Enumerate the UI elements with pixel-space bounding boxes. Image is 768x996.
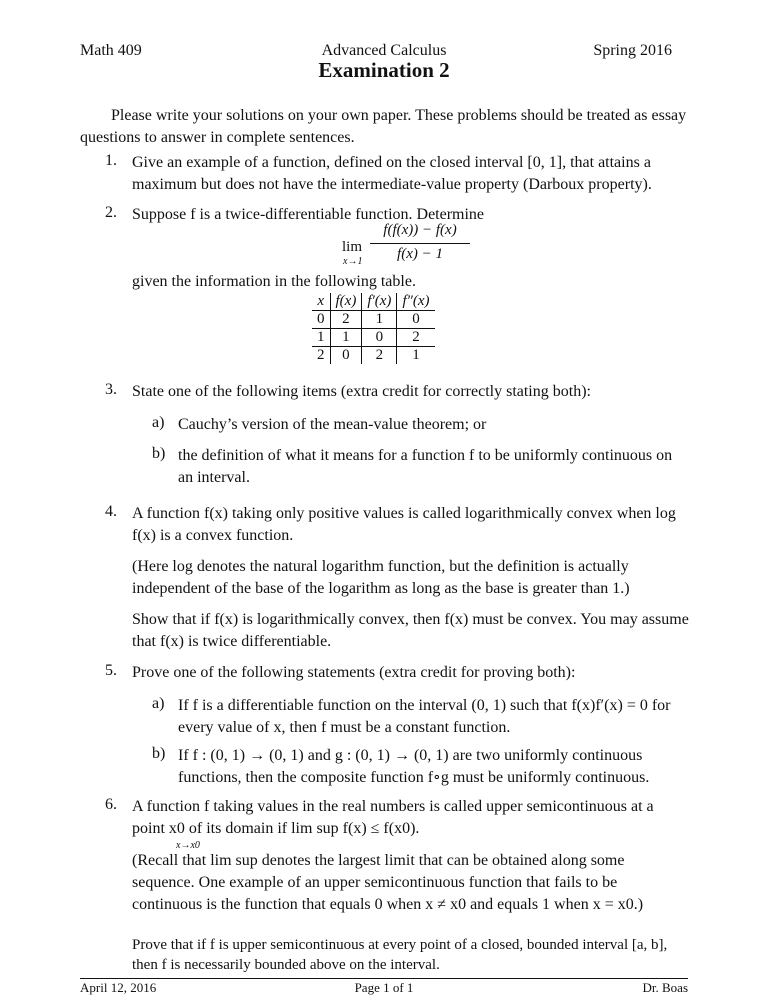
table-cell: 0 — [397, 311, 435, 329]
problem-5-text: Prove one of the following statements (extra credit for proving both): — [132, 664, 576, 681]
problem-5b-label: b) — [152, 745, 166, 762]
problem-4-text: A function f(x) taking only positive values is called logarithmically convex when log f(x) is a convex function. — [132, 505, 676, 544]
table-cell: 2 — [312, 347, 330, 365]
problem-4-task: Show that if f(x) is logarithmically convex, then f(x) must be convex. You may assume that f(x) is twice differentiable. — [132, 611, 689, 650]
fraction-denominator: f(x) − 1 — [397, 246, 443, 262]
problem-2-number: 2. — [105, 204, 117, 221]
problem-6-task: Prove that if f is upper semicontinuous at every point of a closed, bounded interval [a, b], then f is necessarily bounded above on the interval. — [132, 937, 668, 973]
header-course: Math 409 — [80, 42, 142, 59]
table-cell: 2 — [362, 347, 397, 365]
footer-page-number: Page 1 of 1 — [354, 980, 414, 995]
table-cell: 0 — [312, 311, 330, 329]
limit-fraction — [370, 222, 470, 268]
problem-5a-text: If f is a differentiable function on the interval (0, 1) such that f(x)f′(x) = 0 for every value of x, then f must be a constant function. — [178, 697, 671, 736]
table-header-cell: f″(x) — [397, 293, 435, 311]
problem-6-number: 6. — [105, 796, 117, 813]
problem-5b-text: If f : (0, 1) → (0, 1) and g : (0, 1) → (0, 1) are two uniformly continuous functions, then the composite function f∘g must be uniformly continuous. — [178, 747, 650, 786]
fraction-bar — [370, 243, 470, 244]
values-table — [312, 293, 435, 364]
problem-3b-label: b) — [152, 445, 166, 462]
table-cell: 1 — [330, 329, 362, 347]
problem-3b-text: the definition of what it means for a function f to be uniformly continuous on an interval. — [178, 447, 673, 486]
table-row — [312, 311, 435, 329]
footer-rule — [80, 978, 688, 979]
problem-3-text: State one of the following items (extra credit for correctly stating both): — [132, 383, 591, 400]
table-cell: 2 — [397, 329, 435, 347]
problem-3a-label: a) — [152, 414, 165, 431]
table-cell: 2 — [330, 311, 362, 329]
limit-symbol: lim — [342, 239, 363, 255]
header-term: Spring 2016 — [593, 42, 672, 59]
table-header-cell: f(x) — [330, 293, 362, 311]
limsup-subscript: x→x0 — [176, 840, 200, 851]
footer-author: Dr. Boas — [642, 980, 688, 995]
problem-4-number: 4. — [105, 503, 117, 520]
table-cell: 1 — [412, 347, 420, 363]
table-header-cell: f′(x) — [362, 293, 397, 311]
table-header-row — [312, 293, 435, 311]
table-row — [312, 329, 435, 347]
table-cell: 0 — [330, 347, 362, 365]
problem-5a-label: a) — [152, 695, 165, 712]
problem-1-number: 1. — [105, 152, 117, 169]
problem-5-number: 5. — [105, 662, 117, 679]
fraction-numerator: f(f(x)) − f(x) — [383, 222, 457, 238]
problem-2-intro: Suppose f is a twice-differentiable function. Determine — [132, 206, 485, 223]
footer-date: April 12, 2016 — [80, 980, 157, 995]
page-title: Examination 2 — [318, 58, 450, 82]
table-cell: 1 — [362, 311, 397, 329]
problem-6-note: (Recall that lim sup denotes the largest limit that can be obtained along some sequence. One example of an upper semicontinuous function that fails to be continuous is the function that equals 0 when x ≠ x0 and equals 1 when x = x0.) — [132, 852, 644, 913]
table-cell: 0 — [362, 329, 397, 347]
header-subject: Advanced Calculus — [321, 42, 447, 59]
problem-4-note: (Here log denotes the natural logarithm function, but the definition is actually independent of the base of the logarithm as long as the base is greater than 1.) — [132, 558, 630, 597]
problem-1-text: Give an example of a function, defined on the closed interval [0, 1], that attains a maximum but does not have the intermediate-value property (Darboux property). — [132, 154, 652, 193]
problem-3-number: 3. — [105, 381, 117, 398]
problem-3a-text: Cauchy’s version of the mean-value theorem; or — [178, 416, 487, 433]
limit-subscript: x→1 — [343, 256, 363, 267]
table-header-cell: x — [312, 293, 330, 311]
table-cell: 1 — [312, 329, 330, 347]
values-table-wrap — [312, 293, 435, 364]
intro-paragraph: Please write your solutions on your own paper. These problems should be treated as essay questions to answer in complete sentences. — [80, 107, 687, 146]
table-row — [312, 347, 435, 365]
problem-6-text: A function f taking values in the real numbers is called upper semicontinuous at a point x0 of its domain if lim sup f(x) ≤ f(x0). — [132, 798, 654, 837]
problem-2-followup: given the information in the following table. — [132, 273, 416, 290]
